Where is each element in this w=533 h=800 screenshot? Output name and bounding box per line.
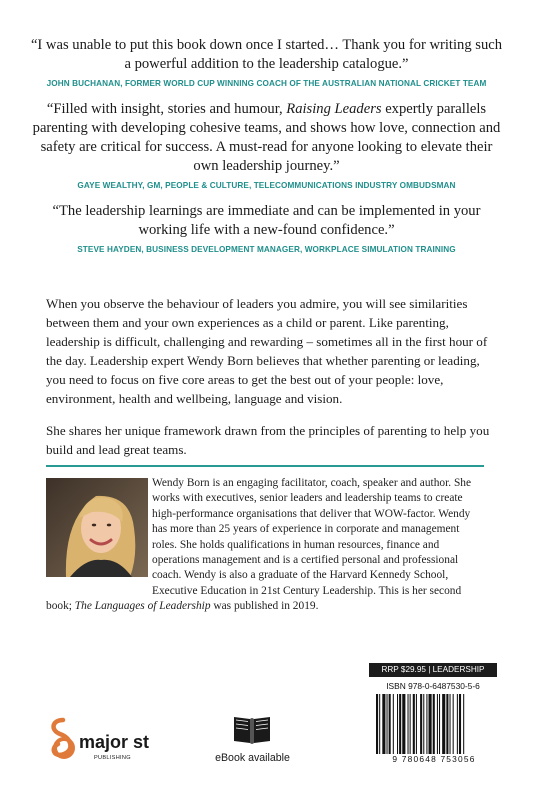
testimonial-quote (30, 100, 503, 176)
barcode-bar (397, 694, 398, 754)
barcode-bar (379, 694, 380, 760)
barcode-bar (423, 694, 424, 754)
ebook-label: eBook available (215, 752, 290, 764)
testimonial-attribution: JOHN BUCHANAN, FORMER WORLD CUP WINNING COACH OF THE AUSTRALIAN NATIONAL CRICKET TEAM (46, 79, 487, 88)
author-bio-text: was published in 2019. (210, 600, 319, 613)
previous-book-title: The Languages of Leadership (74, 600, 211, 613)
barcode-bar (389, 694, 391, 754)
barcode-bar (408, 694, 409, 754)
testimonial-quote: “The leadership learnings are immediate and can be implemented in your working life with a new-found confidence.” (52, 203, 481, 238)
testimonials (30, 36, 503, 266)
barcode-bar (439, 694, 440, 754)
open-book-icon (232, 713, 272, 745)
publisher-subtitle: PUBLISHING (94, 755, 131, 761)
quote-text: “Filled with insight, stories and humour, (46, 101, 287, 117)
barcode-bar (429, 694, 432, 754)
book-title: Raising Leaders (286, 101, 382, 117)
barcode-bar (402, 694, 405, 754)
barcode-bar (393, 694, 394, 754)
barcode-bar (459, 694, 461, 754)
publisher-logo (46, 716, 156, 766)
testimonial (30, 36, 503, 88)
testimonial-attribution: GAYE WEALTHY, GM, PEOPLE & CULTURE, TELECOMMUNICATIONS INDUSTRY OMBUDSMAN (77, 181, 456, 190)
barcode-bar (410, 694, 411, 754)
barcode-bar (387, 694, 388, 754)
publisher-logo-icon (46, 716, 80, 766)
barcode-bar (399, 694, 401, 754)
description-paragraph: When you observe the behaviour of leaders you admire, you will see similarities between them and your own experiences as a child or parent. Like parenting, leadership is difficult, challenging and rewarding – sometimes all in the first hour of the day. Leadership expert Wendy Born believes that whether parenting or leading, you need to focus on five core areas to get the best out of your people: love, environment, health and wellbeing, language and vision. (46, 296, 488, 406)
testimonial-quote: “I was unable to put this book down once I started… Thank you for writing such a powerful addition to the leadership catalogue.” (30, 37, 503, 72)
author-bio-text: Wendy Born is an engaging facilitator, coach, speaker and author. She works with executives, senior leaders and leadership teams to create high-performance organisations that deliver that WOW-factor. Wendy has more than 25 years of experience in corporate and management roles. She holds qualifications in human resources, finance and operations management and is a certified personal and professional coach. Wendy is also a graduate of the Harvard Kennedy School, Executive Education in 21st Century Leadership. This is her second book; (46, 477, 472, 613)
author-bio (46, 476, 486, 615)
barcode-bar (453, 694, 454, 754)
barcode-bar (433, 694, 435, 754)
barcode-bar (426, 694, 427, 754)
barcode-bar (416, 694, 417, 754)
description-paragraph: She shares her unique framework drawn from the principles of parenting to help you build and lead great teams. (46, 423, 490, 457)
testimonial (30, 100, 503, 190)
price-category-label: RRP $29.95 | LEADERSHIP (369, 663, 497, 677)
barcode-bar (382, 694, 385, 754)
barcode-bar (420, 694, 422, 754)
book-description (46, 294, 492, 472)
testimonial-attribution: STEVE HAYDEN, BUSINESS DEVELOPMENT MANAGER, WORKPLACE SIMULATION TRAINING (77, 245, 456, 254)
quote-text: expertly parallels parenting with developing cohesive teams, and shows how love, connection and safety are critical for success. A must-read for anyone looking to elevate their own leadership journey.” (32, 101, 501, 174)
divider (46, 465, 484, 467)
barcode-bar (463, 694, 464, 760)
isbn-text: ISBN 978-0-6487530-5-6 (386, 681, 480, 691)
barcode-bar (442, 694, 445, 754)
photo-spacer (46, 476, 152, 584)
barcode-bar (437, 694, 438, 754)
barcode-bar (446, 694, 448, 754)
barcode-bar (413, 694, 415, 754)
publisher-name: major st (79, 732, 150, 752)
barcode-bar (457, 694, 458, 754)
barcode-digits: 9 780648 753056 (370, 754, 498, 764)
barcode-bar (450, 694, 451, 754)
testimonial (30, 202, 503, 254)
barcode-bar (376, 694, 378, 760)
